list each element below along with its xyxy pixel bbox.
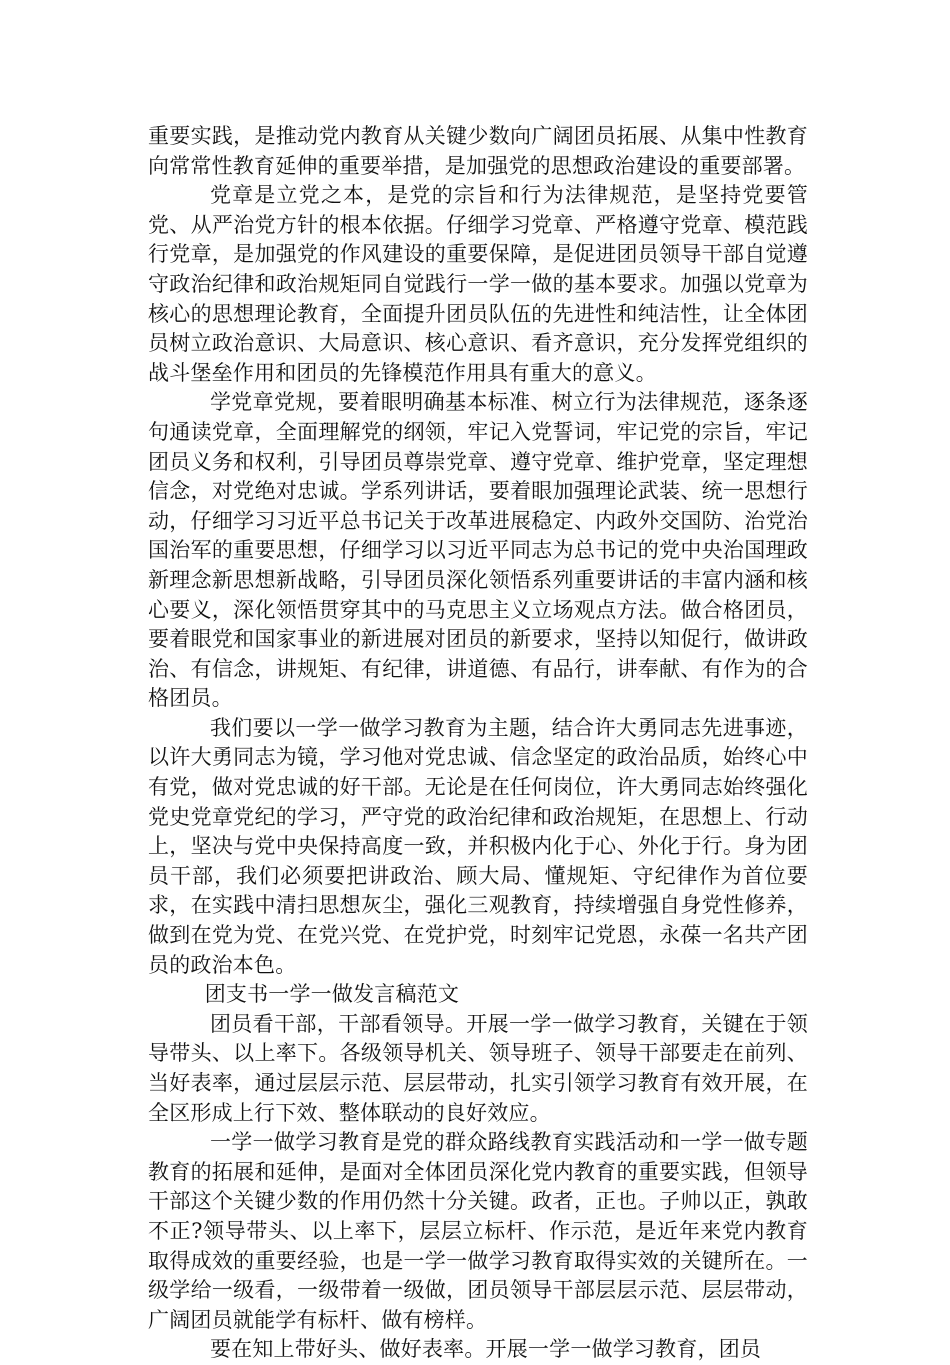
section-heading: 团支书一学一做发言稿范文 — [204, 982, 460, 1007]
paragraph: 我们要以一学一做学习教育为主题，结合许大勇同志先进事迹，以许大勇同志为镜，学习他对党忠诚、信念坚定的政治品质，始终心中有党，做对党忠诚的好干部。无论是在任何岗位，许大勇同志始终强化党史党章党纪的学习，严守党的政治纪律和政治规矩，在思想上、行动上，坚决与党中央保持高度一致，并积极内化于心、外化于行。身为团员干部，我们必须要把讲政治、顾大局、懂规矩、守纪律作为首位要求，在实践中清扫思想灰尘，强化三观教育，持续增强自身党性修养，做到在党为党、在党兴党、在党护党，时刻牢记党恩，永葆一名共产团员的政治本色。 — [148, 715, 808, 977]
paragraph: 一学一做学习教育是党的群众路线教育实践活动和一学一做专题教育的拓展和延伸，是面对全体团员深化党内教育的重要实践，但领导干部这个关键少数的作用仍然十分关键。政者，正也。子帅以正，孰敢不正?领导带头、以上率下，层层立标杆、作示范，是近年来党内教育取得成效的重要经验，也是一学一做学习教育取得实效的关键所在。一级学给一级看，一级带着一级做，团员领导干部层层示范、层层带动，广阔团员就能学有标杆、做有榜样。 — [148, 1130, 808, 1332]
paragraph: 党章是立党之本，是党的宗旨和行为法律规范，是坚持党要管党、从严治党方针的根本依据。仔细学习党章、严格遵守党章、模范践行党章，是加强党的作风建设的重要保障，是促进团员领导干部自觉遵守政治纪律和政治规矩同自觉践行一学一做的基本要求。加强以党章为核心的思想理论教育，全面提升团员队伍的先进性和纯洁性，让全体团员树立政治意识、大局意识、核心意识、看齐意识，充分发挥党组织的战斗堡垒作用和团员的先锋模范作用具有重大的意义。 — [148, 183, 808, 385]
paragraph: 学党章党规，要着眼明确基本标准、树立行为法律规范，逐条逐句通读党章，全面理解党的纲领，牢记入党誓词，牢记党的宗旨，牢记团员义务和权利，引导团员尊崇党章、遵守党章、维护党章，坚定理想信念，对党绝对忠诚。学系列讲话，要着眼加强理论武装、统一思想行动，仔细学习习近平总书记关于改革进展稳定、内政外交国防、治党治国治军的重要思想，仔细学习以习近平同志为总书记的党中央治国理政新理念新思想新战略，引导团员深化领悟系列重要讲话的丰富内涵和核心要义，深化领悟贯穿其中的马克思主义立场观点方法。做合格团员，要着眼党和国家事业的新进展对团员的新要求，坚持以知促行，做讲政治、有信念，讲规矩、有纪律，讲道德、有品行，讲奉献、有作为的合格团员。 — [148, 390, 808, 711]
paragraph: 重要实践，是推动党内教育从关键少数向广阔团员拓展、从集中性教育向常常性教育延伸的重要举措，是加强党的思想政治建设的重要部署。 — [148, 124, 808, 178]
paragraph: 团员看干部，干部看领导。开展一学一做学习教育，关键在于领导带头、以上率下。各级领导机关、领导班子、领导干部要走在前列、当好表率，通过层层示范、层层带动，扎实引领学习教育有效开展，在全区形成上行下效、整体联动的良好效应。 — [148, 1011, 808, 1125]
document-body — [148, 122, 808, 1365]
paragraph: 要在知上带好头、做好表率。开展一学一做学习教育，团员 — [209, 1337, 762, 1362]
